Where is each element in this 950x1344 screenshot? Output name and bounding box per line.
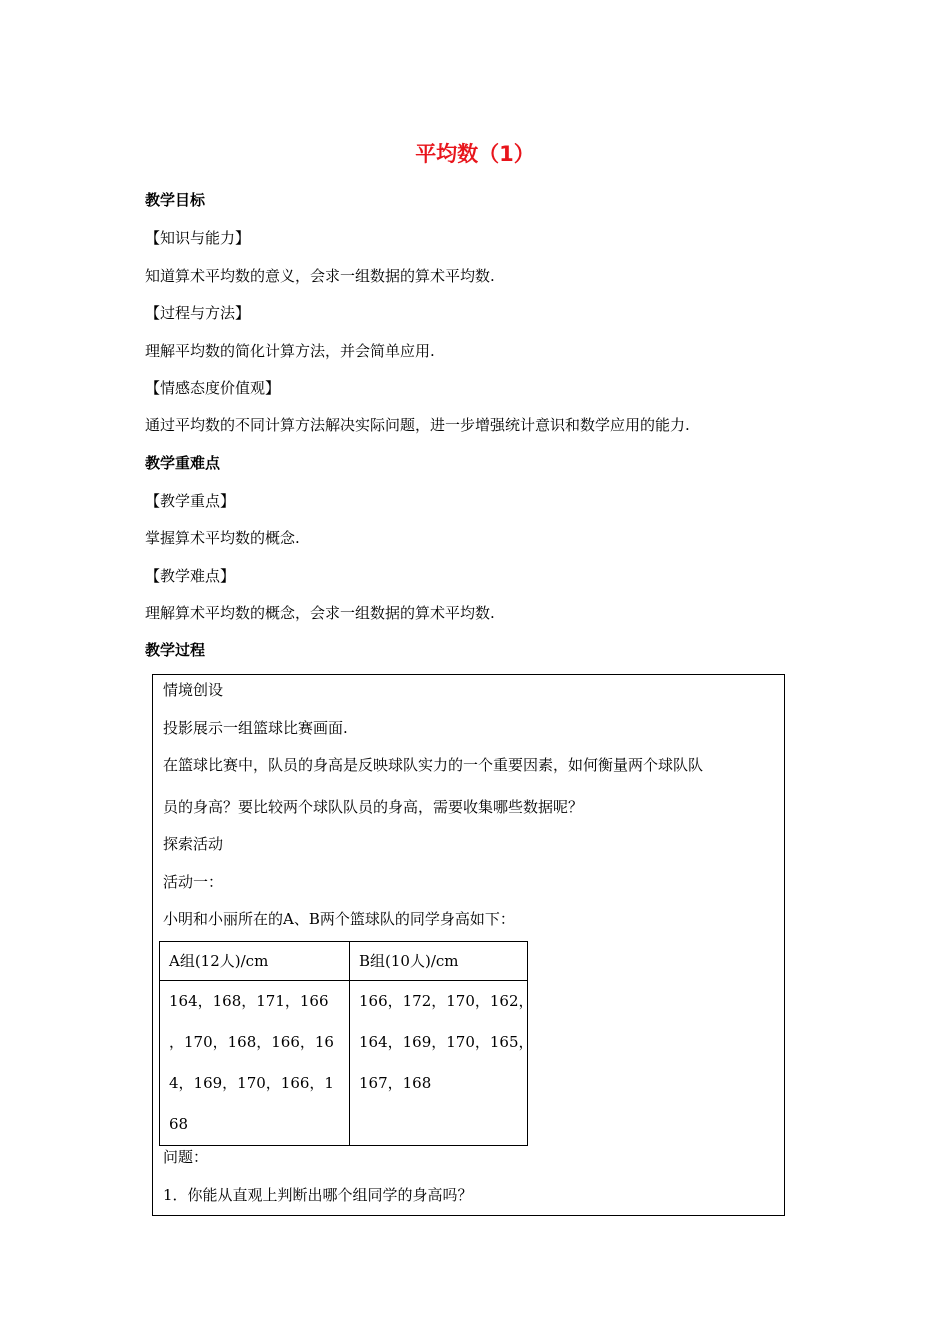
box-line-question-label: 问题： — [163, 1148, 209, 1166]
a-values-line-2: ，170，168，166，16 — [169, 1033, 334, 1051]
subheading-attitude: 【情感态度价值观】 — [145, 379, 281, 397]
box-line-context-1: 在篮球比赛中，队员的身高是反映球队实力的一个重要因素，如何衡量两个球队队 — [163, 756, 704, 774]
box-line-question-1: 1．你能从直观上判断出哪个组同学的身高吗？ — [163, 1186, 473, 1204]
table-cell-a-values — [160, 981, 350, 1146]
section-heading-key-points: 教学重难点 — [145, 454, 221, 472]
table-header-a: A组(12人)/cm — [160, 942, 350, 981]
teaching-process-box — [152, 674, 785, 1216]
paragraph-attitude: 通过平均数的不同计算方法解决实际问题，进一步增强统计意识和数学应用的能力. — [145, 416, 690, 434]
box-line-table-intro: 小明和小丽所在的A、B两个篮球队的同学身高如下： — [163, 910, 515, 928]
table-cell-b-values — [350, 981, 534, 1146]
paragraph-difficulty: 理解算术平均数的概念，会求一组数据的算术平均数. — [145, 604, 495, 622]
table-header-b: B组(10人)/cm — [350, 942, 528, 981]
subheading-knowledge: 【知识与能力】 — [145, 229, 251, 247]
box-line-activity-one: 活动一： — [163, 873, 224, 891]
a-values-line-1: 164，168，171，166 — [169, 992, 329, 1010]
page-title: 平均数（1） — [415, 142, 535, 166]
a-values-line-3: 4，169，170，166，1 — [169, 1074, 334, 1092]
box-line-projection: 投影展示一组篮球比赛画面. — [163, 719, 348, 737]
subheading-difficulty: 【教学难点】 — [145, 567, 236, 585]
b-values-line-1: 166，172，170，162， — [359, 992, 534, 1010]
height-data-table — [159, 941, 534, 1146]
box-line-explore: 探索活动 — [163, 835, 224, 853]
box-line-scenario: 情境创设 — [163, 681, 224, 699]
b-values-line-2: 164，169，170，165， — [359, 1033, 534, 1051]
paragraph-knowledge: 知道算术平均数的意义，会求一组数据的算术平均数. — [145, 267, 495, 285]
paragraph-process: 理解平均数的简化计算方法，并会简单应用. — [145, 342, 435, 360]
paragraph-key-point: 掌握算术平均数的概念. — [145, 529, 300, 547]
section-heading-objectives: 教学目标 — [145, 191, 206, 209]
a-values-line-4: 68 — [169, 1115, 189, 1133]
section-heading-process: 教学过程 — [145, 641, 206, 659]
subheading-key-point: 【教学重点】 — [145, 492, 236, 510]
subheading-process: 【过程与方法】 — [145, 304, 251, 322]
b-values-line-3: 167，168 — [359, 1074, 432, 1092]
box-line-context-2: 员的身高？要比较两个球队队员的身高，需要收集哪些数据呢？ — [163, 798, 584, 816]
